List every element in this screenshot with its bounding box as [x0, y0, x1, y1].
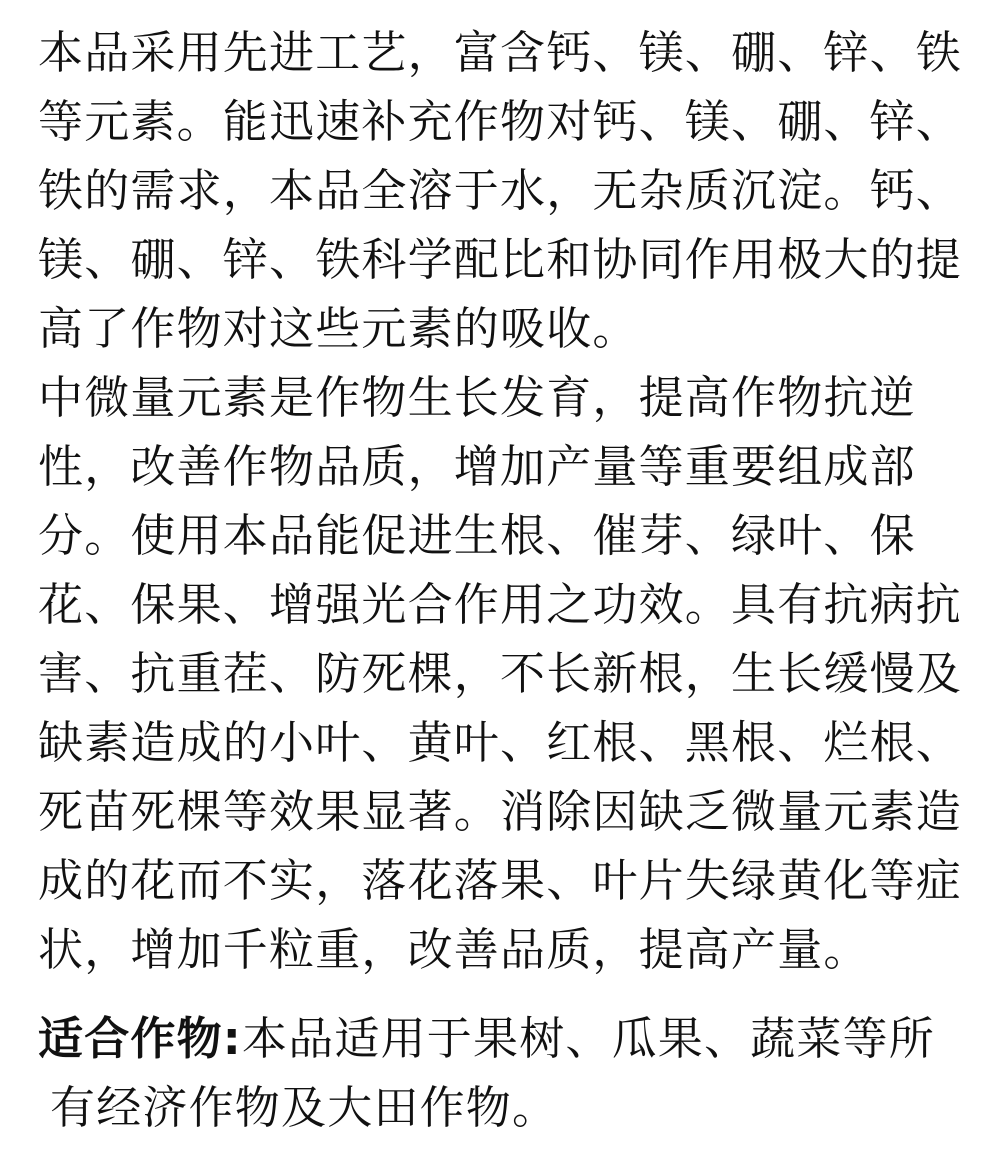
text-line: 高了作物对这些元素的吸收。: [38, 302, 639, 355]
text-line: 害、抗重茬、防死棵，不长新根，生长缓慢及: [38, 647, 963, 700]
text-line: [38, 1004, 968, 1073]
paragraph-spacer: [38, 984, 968, 1004]
text-line: 等元素。能迅速补充作物对钙、镁、硼、锌、: [38, 95, 963, 148]
paragraph-intro: [38, 18, 968, 363]
text-line: 铁的需求，本品全溶于水，无杂质沉淀。钙、: [38, 164, 963, 217]
text-line: 有经济作物及大田作物。: [50, 1081, 559, 1134]
text-line: 缺素造成的小叶、黄叶、红根、黑根、烂根、: [38, 716, 963, 769]
text-line: 状，增加千粒重，改善品质，提高产量。: [38, 923, 870, 976]
paragraph-suitable-crops: [38, 1004, 968, 1142]
text-line: 中微量元素是作物生长发育，提高作物抗逆: [38, 371, 916, 424]
suitable-crops-label: 适合作物:: [38, 1012, 242, 1065]
text-line: 死苗死棵等效果显著。消除因缺乏微量元素造: [38, 785, 963, 838]
paragraph-effects: [38, 363, 968, 984]
text-line: 性，改善作物品质，增加产量等重要组成部: [38, 440, 916, 493]
text-line: 分。使用本品能促进生根、催芽、绿叶、保: [38, 509, 916, 562]
text-line: 镁、硼、锌、铁科学配比和协同作用极大的提: [38, 233, 963, 286]
text-line: 成的花而不实，落花落果、叶片失绿黄化等症: [38, 854, 963, 907]
text-line: 本品采用先进工艺，富含钙、镁、硼、锌、铁: [38, 26, 963, 79]
suitable-crops-text: 本品适用于果树、瓜果、蔬菜等所: [242, 1012, 936, 1065]
text-line: 花、保果、增强光合作用之功效。具有抗病抗: [38, 578, 963, 631]
document-body: [38, 18, 968, 1142]
